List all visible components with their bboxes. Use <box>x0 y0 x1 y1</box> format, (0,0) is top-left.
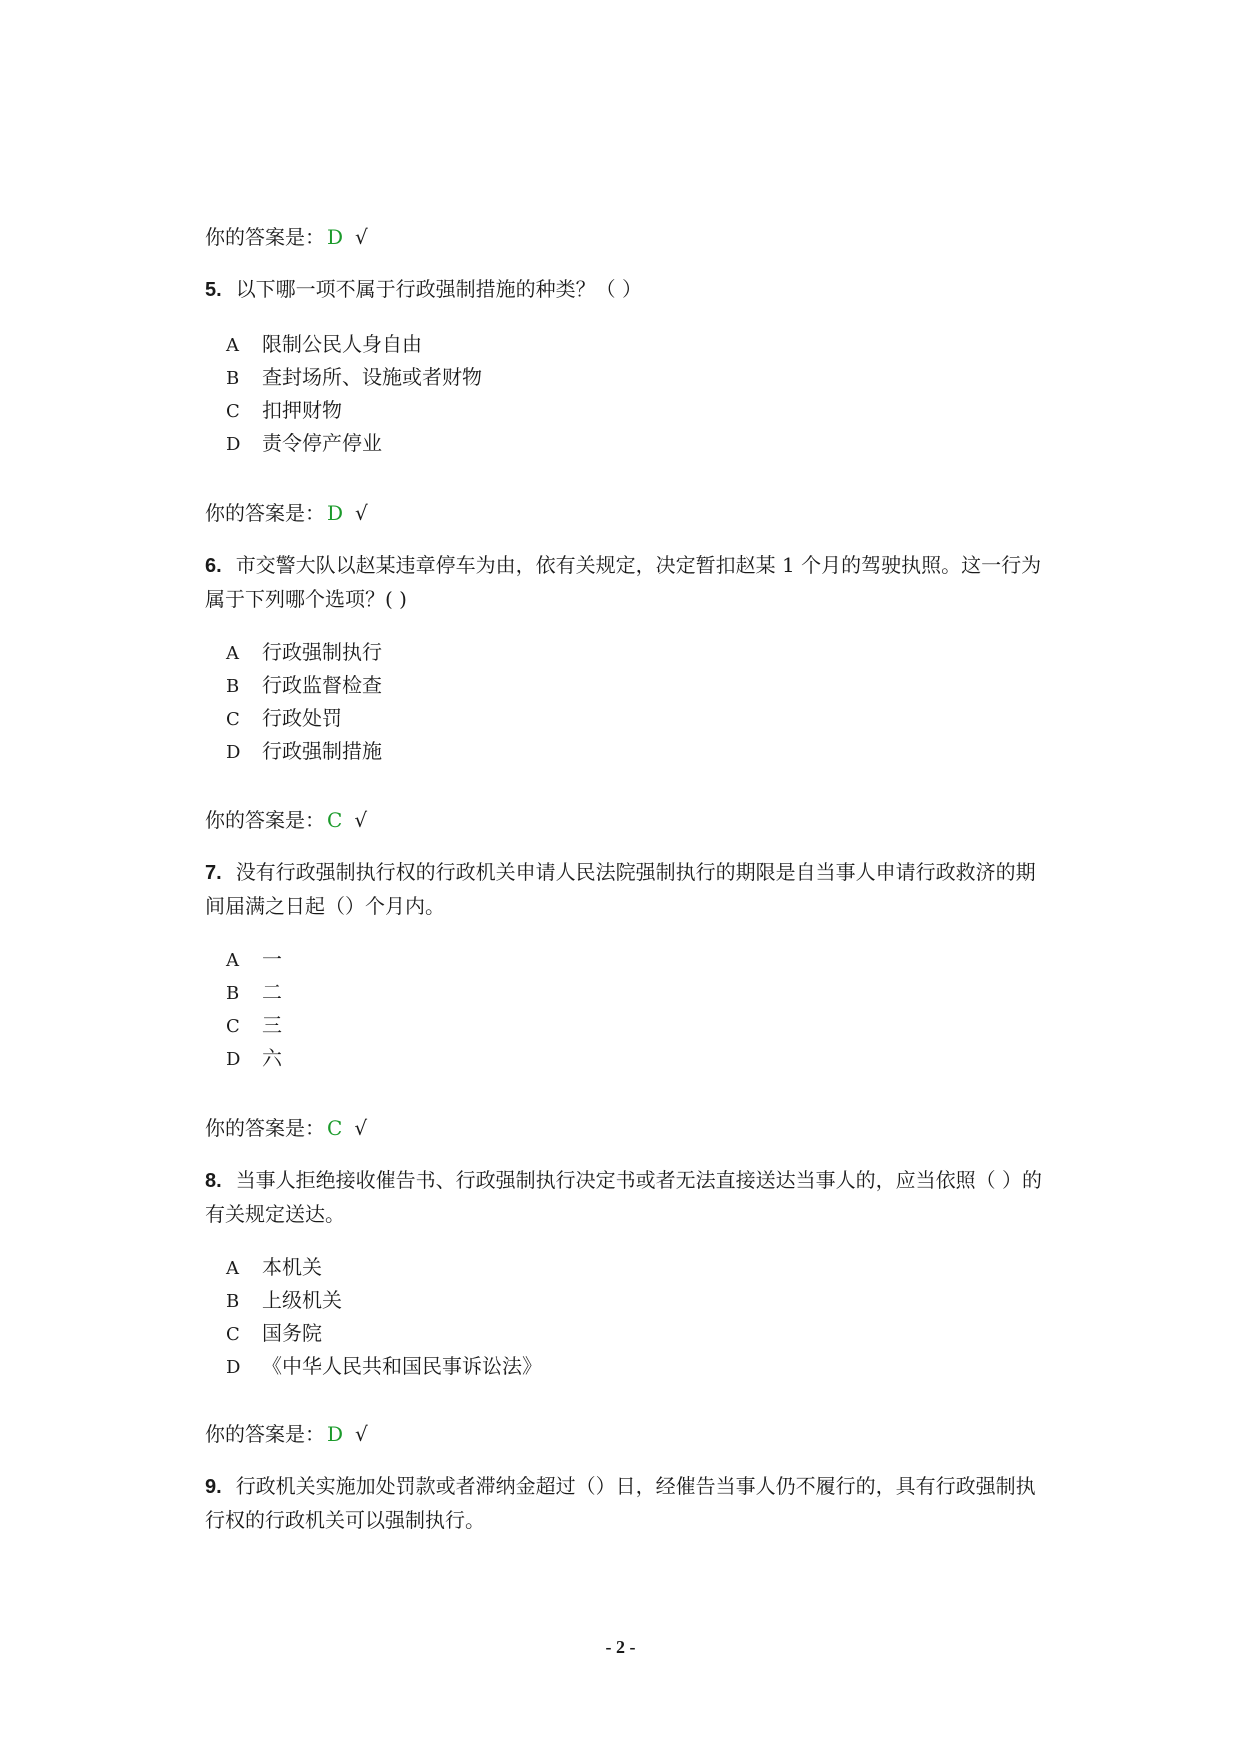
option-key: A <box>226 1258 239 1279</box>
option-text: 《中华人民共和国民事诉讼法》 <box>262 1354 542 1378</box>
question-number: 9. <box>205 1476 222 1498</box>
option-text: 六 <box>262 1046 282 1070</box>
question-number: 6. <box>205 555 222 577</box>
option-text: 国务院 <box>262 1321 322 1345</box>
option-key: A <box>226 335 239 356</box>
answer-line: 你的答案是： D √ <box>205 1422 368 1446</box>
check-mark: √ <box>355 1422 368 1446</box>
answer-line: 你的答案是： D √ <box>205 501 368 525</box>
answer-letter: C <box>327 1116 343 1140</box>
option-key: C <box>226 1324 240 1345</box>
answer-letter: C <box>327 808 343 832</box>
option-text: 扣押财物 <box>262 398 342 422</box>
question-9 <box>205 1470 1055 1537</box>
option-text: 行政强制措施 <box>262 739 382 763</box>
options-q7 <box>226 943 282 1075</box>
option <box>226 669 382 702</box>
question-number: 5. <box>205 279 222 301</box>
option-text: 查封场所、设施或者财物 <box>262 365 482 389</box>
option-key: D <box>226 742 241 763</box>
option-text: 限制公民人身自由 <box>262 332 422 356</box>
question-text: 市交警大队以赵某违章停车为由，依有关规定，决定暂扣赵某 1 个月的驾驶执照。这一行为属于下列哪个选项？( ) <box>205 553 1042 611</box>
option-text: 二 <box>262 980 282 1004</box>
option <box>226 943 282 976</box>
option-key: D <box>226 434 241 455</box>
question-text: 当事人拒绝接收催告书、行政强制执行决定书或者无法直接送达当事人的，应当依照（ ）的有关规定送达。 <box>205 1168 1043 1226</box>
option-key: A <box>226 950 239 971</box>
answer-letter: D <box>327 1422 344 1446</box>
check-mark: √ <box>354 1116 368 1140</box>
option <box>226 1317 542 1350</box>
option <box>226 328 482 361</box>
option <box>226 1009 282 1042</box>
check-mark: √ <box>355 225 368 249</box>
question-text: 以下哪一项不属于行政强制措施的种类？（ ） <box>235 277 643 301</box>
answer-line: 你的答案是： D √ <box>205 225 368 249</box>
option-key: D <box>226 1049 241 1070</box>
option <box>226 636 382 669</box>
option-key: B <box>226 1291 240 1312</box>
option-key: B <box>226 676 240 697</box>
option <box>226 1350 542 1383</box>
options-q6 <box>226 636 382 768</box>
option-text: 三 <box>262 1013 282 1037</box>
answer-letter: D <box>327 501 344 525</box>
answer-line: 你的答案是： C √ <box>205 808 368 832</box>
option-text: 责令停产停业 <box>262 431 382 455</box>
option-key: C <box>226 401 240 422</box>
option <box>226 702 382 735</box>
option-text: 上级机关 <box>262 1288 342 1312</box>
option-key: B <box>226 368 240 389</box>
option-text: 行政处罚 <box>262 706 342 730</box>
page-number: - 2 - <box>605 1637 636 1657</box>
option <box>226 1251 542 1284</box>
answer-line: 你的答案是： C √ <box>205 1116 368 1140</box>
option <box>226 1284 542 1317</box>
option-text: 本机关 <box>262 1255 322 1279</box>
option <box>226 735 382 768</box>
options-q8 <box>226 1251 542 1383</box>
option <box>226 976 282 1009</box>
question-7 <box>205 856 1055 923</box>
question-8 <box>205 1164 1055 1231</box>
option-text: 行政监督检查 <box>262 673 382 697</box>
option-key: C <box>226 1016 240 1037</box>
check-mark: √ <box>354 808 368 832</box>
option <box>226 394 482 427</box>
option-key: C <box>226 709 240 730</box>
question-text: 没有行政强制执行权的行政机关申请人民法院强制执行的期限是自当事人申请行政救济的期间届满之日起（）个月内。 <box>205 860 1036 918</box>
option-text: 一 <box>262 947 282 971</box>
option <box>226 427 482 460</box>
answer-letter: D <box>327 225 344 249</box>
question-number: 7. <box>205 862 222 884</box>
option-key: B <box>226 983 240 1004</box>
question-6 <box>205 549 1055 616</box>
check-mark: √ <box>355 501 368 525</box>
option-key: D <box>226 1357 241 1378</box>
question-text: 行政机关实施加处罚款或者滞纳金超过（）日，经催告当事人仍不履行的，具有行政强制执行权的行政机关可以强制执行。 <box>205 1474 1036 1532</box>
option-key: A <box>226 643 239 664</box>
option <box>226 1042 282 1075</box>
question-5 <box>205 273 1055 307</box>
question-number: 8. <box>205 1170 222 1192</box>
option-text: 行政强制执行 <box>262 640 382 664</box>
option <box>226 361 482 394</box>
options-q5 <box>226 328 482 460</box>
